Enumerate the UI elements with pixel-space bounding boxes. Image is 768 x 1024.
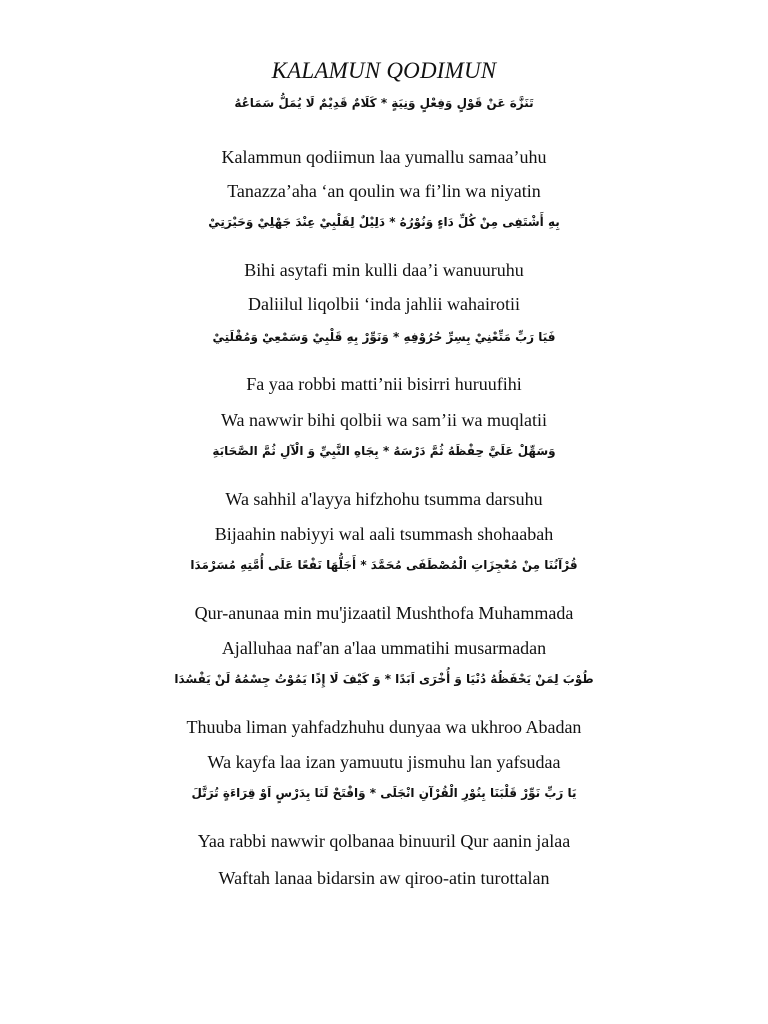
arabic-verse-7: يَا رَبِّ نَوِّرْ قَلْبَنَا بِنُوْرِ الْقُرْآنِ انْجَلَى * وَافْتَحْ لَنَا بِدَرْسٍ اَوْ قِرَاءَةٍ تُرَتَّلَ xyxy=(191,786,577,800)
transliteration-7b: Waftah lanaa bidarsin aw qiroo-atin turottalan xyxy=(218,868,550,888)
transliteration-6b: Wa kayfa laa izan yamuutu jismuhu lan yafsudaa xyxy=(207,752,561,772)
arabic-verse-1: تَنَزَّهَ عَنْ قَوْلٍ وَفِعْلٍ وَنِيَةٍ * كَلَامٌ قَدِيْمٌ لَا يُمَلُّ سَمَاعُهُ xyxy=(234,96,534,110)
transliteration-7a: Yaa rabbi nawwir qolbanaa binuuril Qur aanin jalaa xyxy=(197,831,571,851)
transliteration-4b: Bijaahin nabiyyi wal aali tsummash shohaabah xyxy=(214,524,554,544)
transliteration-2a: Bihi asytafi min kulli daa’i wanuuruhu xyxy=(244,260,524,280)
transliteration-5a: Qur-anunaa min mu'jizaatil Mushthofa Muhammada xyxy=(194,603,574,623)
arabic-verse-4: وَسَهِّلْ عَلَيَّ حِفْظَهُ ثُمَّ دَرْسَهُ * بِجَاهِ النَّبِيِّ وَ الْآلِ ثُمَّ الصَّحَابَةِ xyxy=(212,444,556,458)
page-title: KALAMUN QODIMUN xyxy=(271,58,497,83)
transliteration-1a: Kalammun qodiimun laa yumallu samaa’uhu xyxy=(221,147,547,167)
arabic-verse-6: طُوْبَ لِمَنْ يَحْفَظُهُ دُنْيَا وَ أُخْرَى اَبَدًا * وَ كَيْفَ لَا إِذًا يَمُوْتُ جِسْمُهُ لَنْ يَفْسُدَا xyxy=(174,672,594,686)
transliteration-5b: Ajalluhaa naf'an a'laa ummatihi musarmadan xyxy=(221,638,547,658)
transliteration-4a: Wa sahhil a'layya hifzhohu tsumma darsuhu xyxy=(225,489,543,509)
transliteration-3a: Fa yaa robbi matti’nii bisirri huruufihi xyxy=(246,374,522,394)
transliteration-2b: Daliilul liqolbii ‘inda jahlii wahairotii xyxy=(248,294,520,314)
transliteration-1b: Tanazza’aha ‘an qoulin wa fi’lin wa niyatin xyxy=(227,181,541,201)
arabic-verse-2: بِهِ أَشْتَفِى مِنْ كُلِّ دَاءٍ وَنُوْرُهُ * دَلِيْلٌ لِقَلْبِيْ عِنْدَ جَهْلِيْ وَحَيْرَتِيْ xyxy=(208,215,560,229)
arabic-verse-5: قُرْآنُنَا مِنْ مُعْجِزَاتِ الْمُصْطَفَى مُحَمَّدَ * أَجَلُّهَا نَفْعًا عَلَى أُمَّتِهِ مُسَرْمَدَا xyxy=(190,558,578,572)
arabic-verse-3: فَيَا رَبِّ مَتِّعْنِيْ بِسِرِّ حُرُوْفِهِ * وَنَوِّرْ بِهِ قَلْبِيْ وَسَمْعِيْ وَمُقْلَتِيْ xyxy=(212,330,556,344)
transliteration-6a: Thuuba liman yahfadzhuhu dunyaa wa ukhroo Abadan xyxy=(186,717,582,737)
transliteration-3b: Wa nawwir bihi qolbii wa sam’ii wa muqlatii xyxy=(221,410,547,430)
